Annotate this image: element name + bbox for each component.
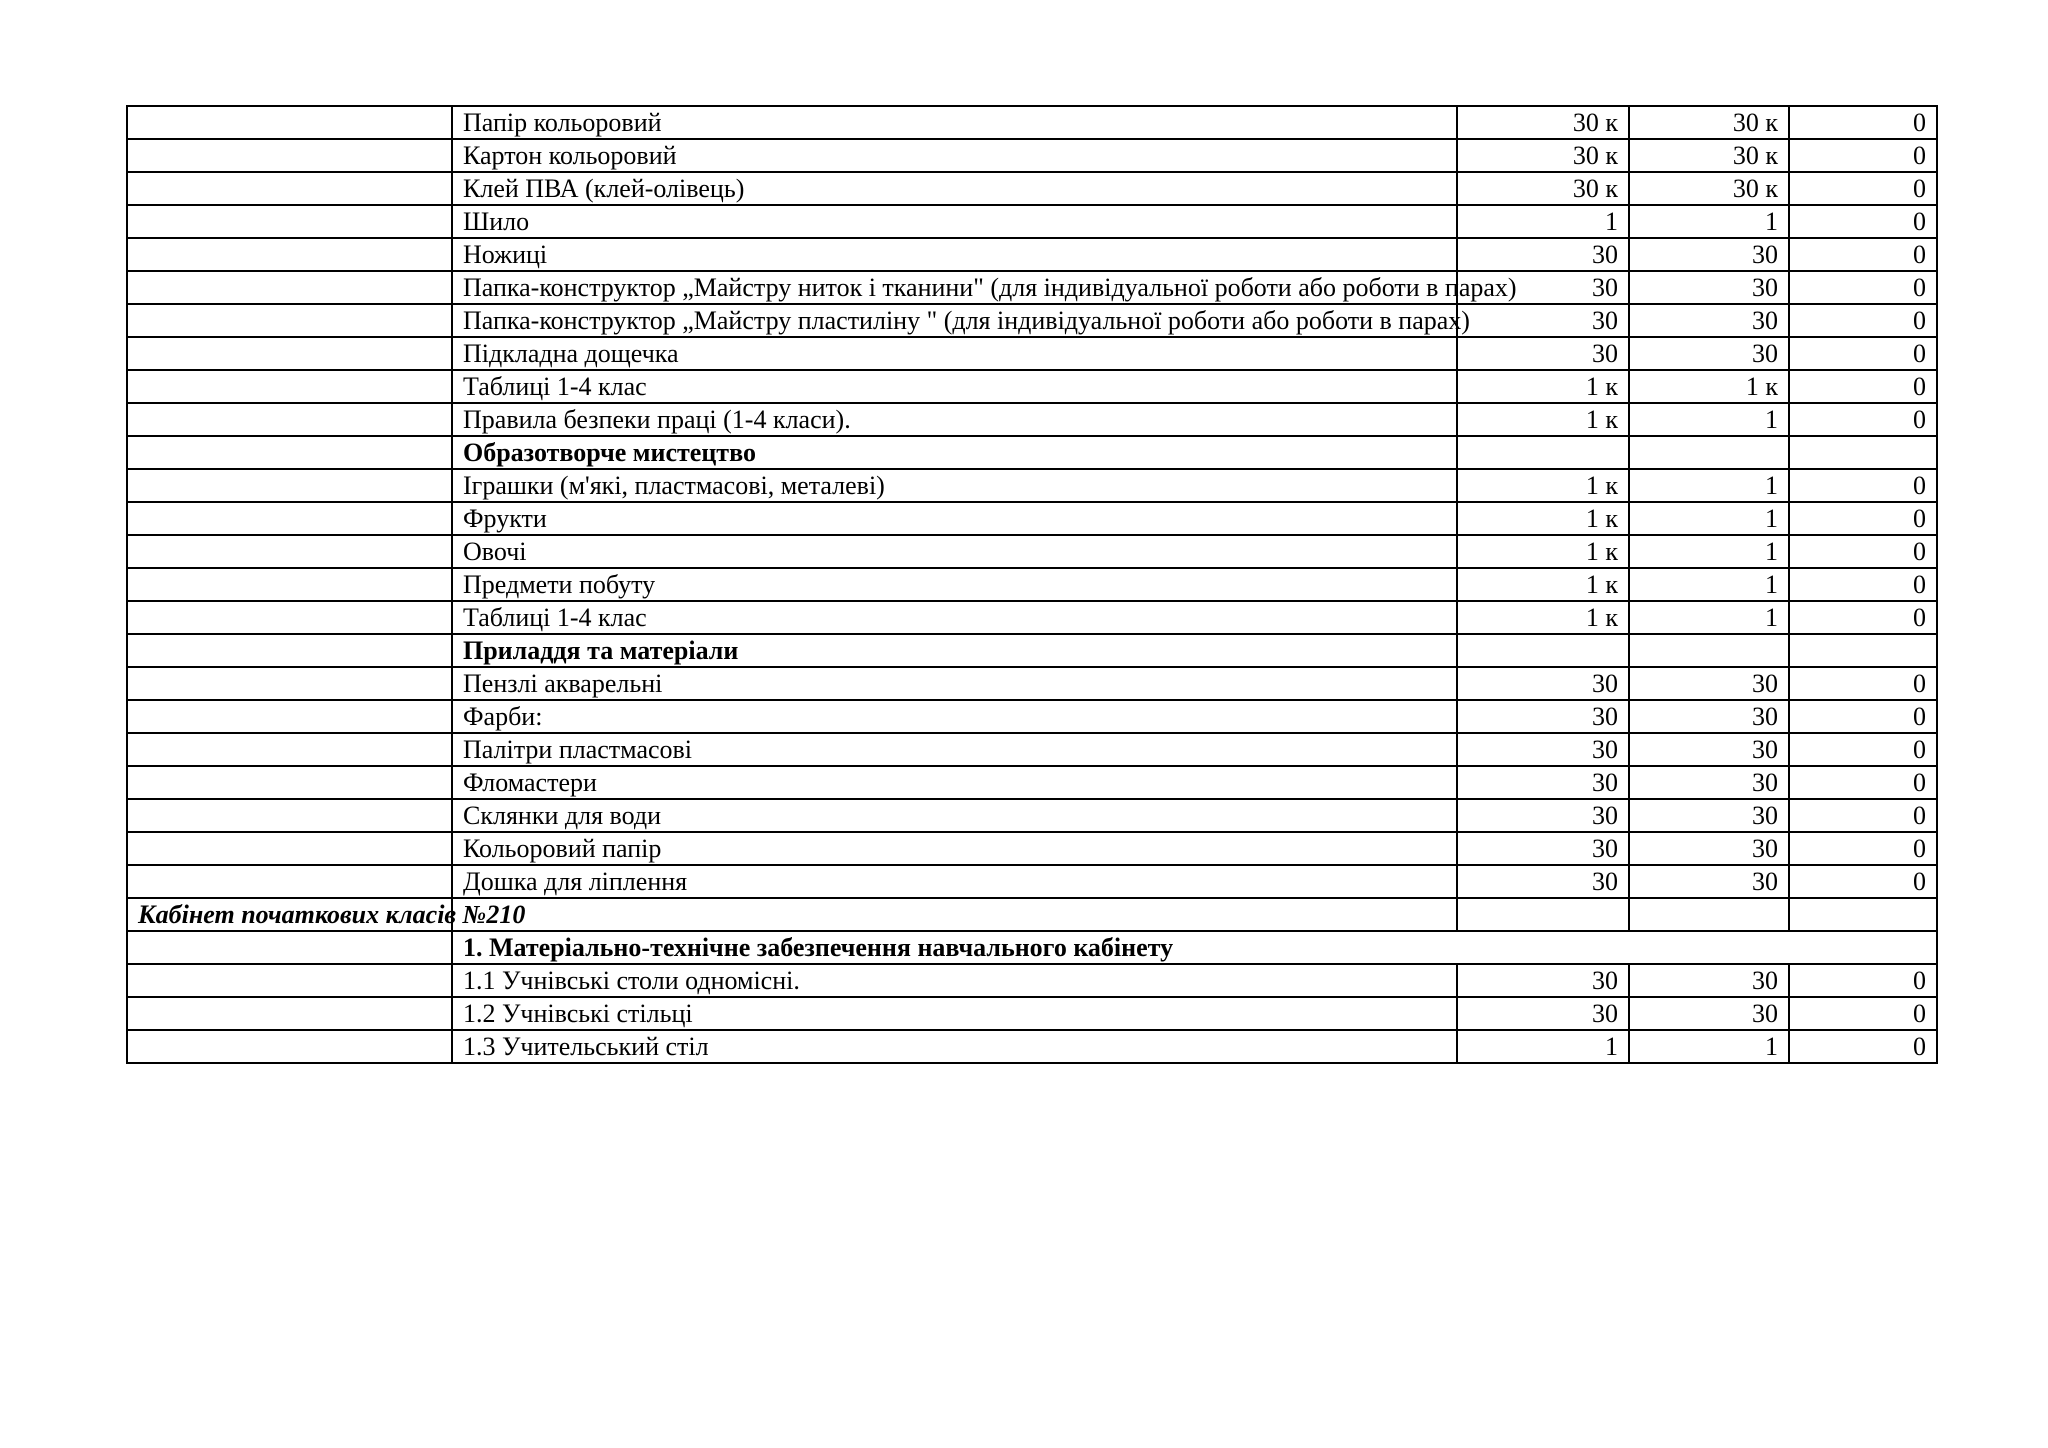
available-quantity: 30 [1629,238,1789,271]
room-cell [127,1030,452,1063]
required-quantity: 30 к [1457,139,1629,172]
table-row [127,436,1937,469]
room-cell [127,700,452,733]
table-row [127,766,1937,799]
missing-quantity: 0 [1789,238,1937,271]
quantity-cell [1457,634,1629,667]
available-quantity: 30 [1629,799,1789,832]
table-row [127,667,1937,700]
missing-quantity: 0 [1789,304,1937,337]
available-quantity: 30 к [1629,106,1789,139]
missing-quantity: 0 [1789,172,1937,205]
room-cell [127,931,452,964]
available-quantity: 30 [1629,832,1789,865]
table-row [127,700,1937,733]
required-quantity: 30 [1457,766,1629,799]
missing-quantity: 0 [1789,106,1937,139]
required-quantity: 30 [1457,304,1629,337]
item-name: Картон кольоровий [452,139,1457,172]
item-name: Папір кольоровий [452,106,1457,139]
required-quantity: 1 к [1457,568,1629,601]
room-cell [127,997,452,1030]
room-cell [127,799,452,832]
room-cell [127,601,452,634]
table-body [127,106,1937,1063]
required-quantity: 1 к [1457,370,1629,403]
available-quantity: 1 [1629,502,1789,535]
item-name: 1.2 Учнівські стільці [452,997,1457,1030]
room-cell [127,370,452,403]
room-cell [127,469,452,502]
missing-quantity: 0 [1789,1030,1937,1063]
required-quantity: 30 [1457,337,1629,370]
available-quantity: 30 [1629,865,1789,898]
room-cell [127,304,452,337]
item-name: Пензлі акварельні [452,667,1457,700]
available-quantity: 30 [1629,271,1789,304]
item-name: Кольоровий папір [452,832,1457,865]
required-quantity: 30 [1457,733,1629,766]
required-quantity: 30 [1457,271,1629,304]
quantity-cell [1457,436,1629,469]
room-cell [127,403,452,436]
table-row [127,139,1937,172]
table-row [127,634,1937,667]
room-cell [127,205,452,238]
missing-quantity: 0 [1789,139,1937,172]
table-row [127,997,1937,1030]
required-quantity: 1 к [1457,535,1629,568]
room-cell [127,964,452,997]
room-cell [127,832,452,865]
item-name: Дошка для ліплення [452,865,1457,898]
room-cell [127,535,452,568]
required-quantity: 30 [1457,865,1629,898]
table-row [127,898,1937,931]
quantity-cell [1629,436,1789,469]
missing-quantity: 0 [1789,799,1937,832]
quantity-cell [1629,634,1789,667]
available-quantity: 1 [1629,568,1789,601]
table-row [127,205,1937,238]
table-row [127,304,1937,337]
available-quantity: 30 к [1629,139,1789,172]
table-row [127,865,1937,898]
table-row [127,535,1937,568]
required-quantity: 30 [1457,832,1629,865]
table-row [127,799,1937,832]
room-cell [127,106,452,139]
table-row [127,832,1937,865]
available-quantity: 30 [1629,733,1789,766]
available-quantity: 30 [1629,667,1789,700]
item-name: Фломастери [452,766,1457,799]
required-quantity: 30 [1457,667,1629,700]
table-row [127,568,1937,601]
room-cell [127,238,452,271]
missing-quantity: 0 [1789,667,1937,700]
category-heading: Приладдя та матеріали [452,634,1457,667]
available-quantity: 1 [1629,535,1789,568]
missing-quantity: 0 [1789,766,1937,799]
required-quantity: 30 [1457,964,1629,997]
available-quantity: 30 [1629,766,1789,799]
quantity-cell [1457,898,1629,931]
room-cell [127,634,452,667]
room-cell [127,667,452,700]
item-name: Таблиці 1-4 клас [452,601,1457,634]
room-cell [127,337,452,370]
item-name: Фрукти [452,502,1457,535]
item-name: Папка-конструктор „Майстру ниток і тканини" (для індивідуальної роботи або роботи в парах) [452,271,1457,304]
required-quantity: 1 к [1457,403,1629,436]
quantity-cell [1789,436,1937,469]
table-row [127,370,1937,403]
required-quantity: 30 [1457,700,1629,733]
item-name: Палітри пластмасові [452,733,1457,766]
missing-quantity: 0 [1789,337,1937,370]
table-row [127,733,1937,766]
table-row [127,172,1937,205]
available-quantity: 30 [1629,337,1789,370]
item-name-cell [452,898,1457,931]
item-name: Іграшки (м'які, пластмасові, металеві) [452,469,1457,502]
required-quantity: 1 к [1457,469,1629,502]
required-quantity: 30 [1457,799,1629,832]
table-row [127,271,1937,304]
item-name: Папка-конструктор „Майстру пластиліну " (для індивідуальної роботи або роботи в парах) [452,304,1457,337]
table-row [127,931,1937,964]
missing-quantity: 0 [1789,601,1937,634]
available-quantity: 30 [1629,700,1789,733]
required-quantity: 30 к [1457,172,1629,205]
room-title: Кабінет початкових класів №210 [127,898,452,931]
required-quantity: 30 [1457,238,1629,271]
item-name: Таблиці 1-4 клас [452,370,1457,403]
missing-quantity: 0 [1789,964,1937,997]
section-heading: 1. Матеріально-технічне забезпечення навчального кабінету [452,931,1937,964]
item-name: Склянки для води [452,799,1457,832]
item-name: Предмети побуту [452,568,1457,601]
available-quantity: 30 к [1629,172,1789,205]
table-row [127,403,1937,436]
category-heading: Образотворче мистецтво [452,436,1457,469]
table-row [127,337,1937,370]
room-cell [127,766,452,799]
required-quantity: 1 к [1457,502,1629,535]
missing-quantity: 0 [1789,205,1937,238]
available-quantity: 1 [1629,403,1789,436]
available-quantity: 1 [1629,205,1789,238]
room-cell [127,436,452,469]
table-row [127,1030,1937,1063]
available-quantity: 30 [1629,964,1789,997]
table-row [127,502,1937,535]
item-name: Шило [452,205,1457,238]
available-quantity: 30 [1629,304,1789,337]
required-quantity: 1 [1457,1030,1629,1063]
table-row [127,106,1937,139]
item-name: 1.3 Учительський стіл [452,1030,1457,1063]
available-quantity: 1 [1629,601,1789,634]
table-row [127,238,1937,271]
table-row [127,469,1937,502]
item-name: Клей ПВА (клей-олівець) [452,172,1457,205]
item-name: Овочі [452,535,1457,568]
missing-quantity: 0 [1789,700,1937,733]
required-quantity: 30 к [1457,106,1629,139]
available-quantity: 1 к [1629,370,1789,403]
table-row [127,601,1937,634]
item-name: 1.1 Учнівські столи одномісні. [452,964,1457,997]
room-cell [127,865,452,898]
quantity-cell [1789,634,1937,667]
room-cell [127,568,452,601]
missing-quantity: 0 [1789,403,1937,436]
room-cell [127,502,452,535]
item-name: Ножиці [452,238,1457,271]
available-quantity: 1 [1629,469,1789,502]
room-cell [127,139,452,172]
missing-quantity: 0 [1789,568,1937,601]
missing-quantity: 0 [1789,271,1937,304]
missing-quantity: 0 [1789,502,1937,535]
required-quantity: 30 [1457,997,1629,1030]
quantity-cell [1629,898,1789,931]
room-cell [127,271,452,304]
item-name: Фарби: [452,700,1457,733]
room-cell [127,172,452,205]
missing-quantity: 0 [1789,535,1937,568]
required-quantity: 1 к [1457,601,1629,634]
available-quantity: 1 [1629,1030,1789,1063]
room-cell [127,733,452,766]
missing-quantity: 0 [1789,865,1937,898]
item-name: Правила безпеки праці (1-4 класи). [452,403,1457,436]
missing-quantity: 0 [1789,832,1937,865]
required-quantity: 1 [1457,205,1629,238]
missing-quantity: 0 [1789,733,1937,766]
quantity-cell [1789,898,1937,931]
item-name: Підкладна дощечка [452,337,1457,370]
missing-quantity: 0 [1789,370,1937,403]
inventory-table [126,105,1938,1064]
missing-quantity: 0 [1789,469,1937,502]
table-row [127,964,1937,997]
available-quantity: 30 [1629,997,1789,1030]
missing-quantity: 0 [1789,997,1937,1030]
